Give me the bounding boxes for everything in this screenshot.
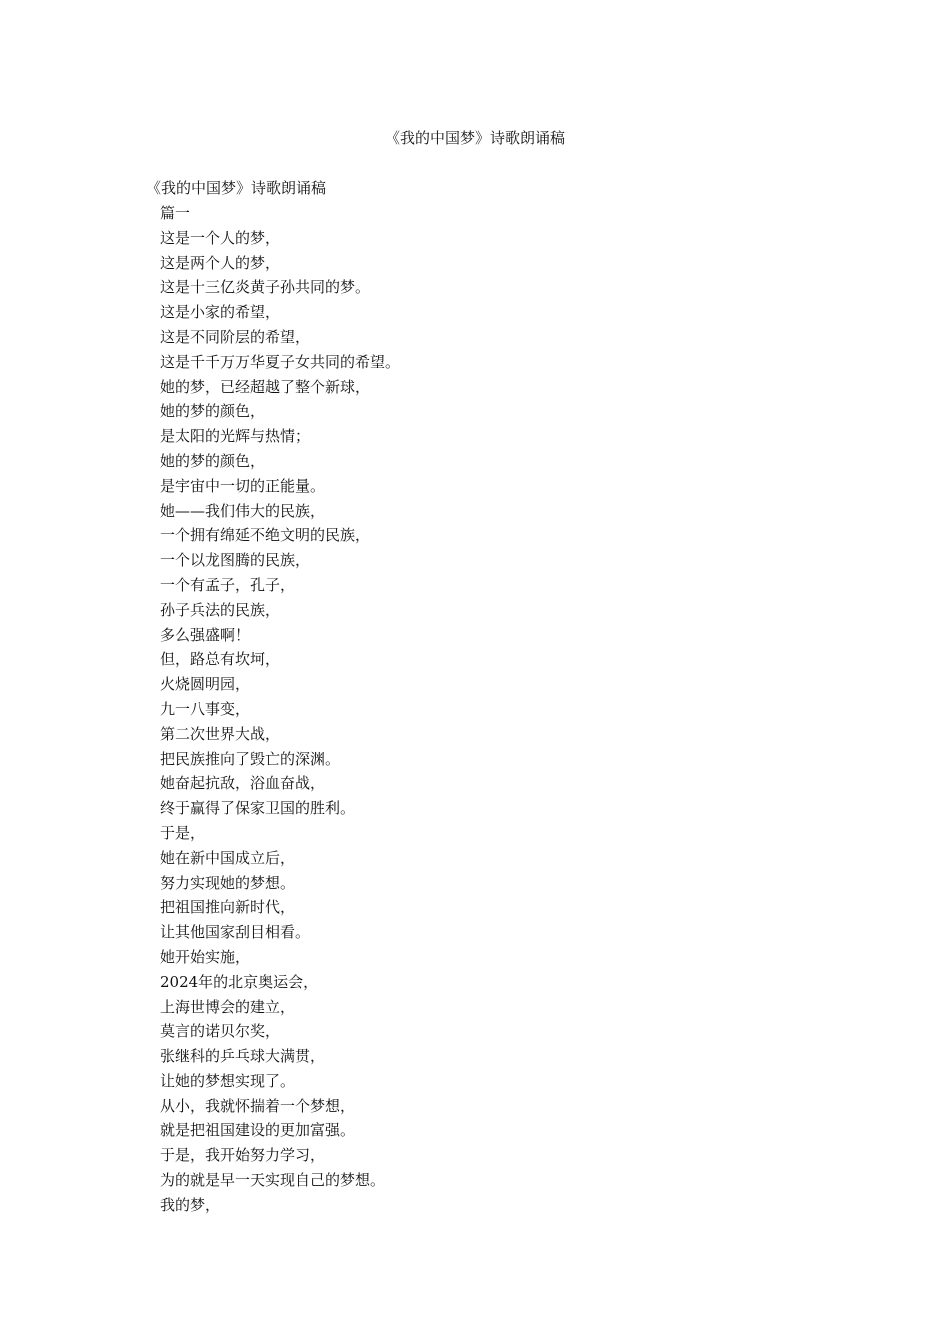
poem-line: 让她的梦想实现了。 [160,1071,296,1090]
poem-line: 莫言的诺贝尔奖， [160,1022,281,1041]
poem-line: 上海世博会的建立， [160,997,296,1016]
poem-line: 这是十三亿炎黄子孙共同的梦。 [160,278,371,297]
poem-line: 她在新中国成立后， [160,848,296,867]
poem-line: 但，路总有坎坷， [160,650,281,669]
poem-line: 这是两个人的梦， [160,253,281,272]
poem-line: 她奋起抗敌，浴血奋战， [160,774,326,793]
poem-line: 火烧圆明园， [160,675,251,694]
poem-line: 一个拥有绵延不绝文明的民族， [160,526,371,545]
poem-line: 她——我们伟大的民族， [160,501,326,520]
poem-line: 篇一 [160,204,191,222]
poem-body [160,203,400,1220]
page-title: 《我的中国梦》诗歌朗诵稿 [384,129,565,147]
poem-line: 这是千千万万华夏子女共同的希望。 [160,352,401,371]
poem-line: 努力实现她的梦想。 [160,873,296,892]
poem-line: 终于赢得了保家卫国的胜利。 [160,799,356,818]
poem-line: 把民族推向了毁亡的深渊。 [160,749,341,768]
poem-line: 她的梦的颜色， [160,402,266,421]
poem-line: 她的梦，已经超越了整个新球， [160,377,371,396]
poem-line: 于是， [160,823,206,842]
document-heading: 《我的中国梦》诗歌朗诵稿 [146,179,327,197]
poem-line: 她的梦的颜色， [160,451,266,470]
poem-line: 这是不同阶层的希望， [160,327,311,346]
poem-line: 孙子兵法的民族， [160,600,281,619]
poem-line: 一个以龙图腾的民族， [160,551,311,570]
poem-line: 让其他国家刮目相看。 [160,923,311,942]
poem-line: 我的梦， [160,1195,221,1214]
poem-line: 这是小家的希望， [160,303,281,322]
poem-line: 她开始实施， [160,947,251,966]
poem-line: 一个有孟子，孔子， [160,575,296,594]
poem-line: 是宇宙中一切的正能量。 [160,476,326,495]
poem-line: 为的就是早一天实现自己的梦想。 [160,1171,386,1190]
poem-line: 把祖国推向新时代， [160,898,296,917]
poem-line: 从小，我就怀揣着一个梦想， [160,1096,356,1115]
poem-line: 就是把祖国建设的更加富强。 [160,1121,356,1140]
poem-line: 2024年的北京奥运会， [160,972,319,991]
poem-line: 多么强盛啊！ [160,625,251,644]
poem-line: 九一八事变， [160,699,251,718]
poem-line: 是太阳的光辉与热情； [160,427,311,446]
poem-line: 这是一个人的梦， [160,228,281,247]
poem-line: 第二次世界大战， [160,724,281,743]
poem-line: 于是，我开始努力学习， [160,1146,326,1165]
poem-line: 张继科的乒乓球大满贯， [160,1047,326,1066]
